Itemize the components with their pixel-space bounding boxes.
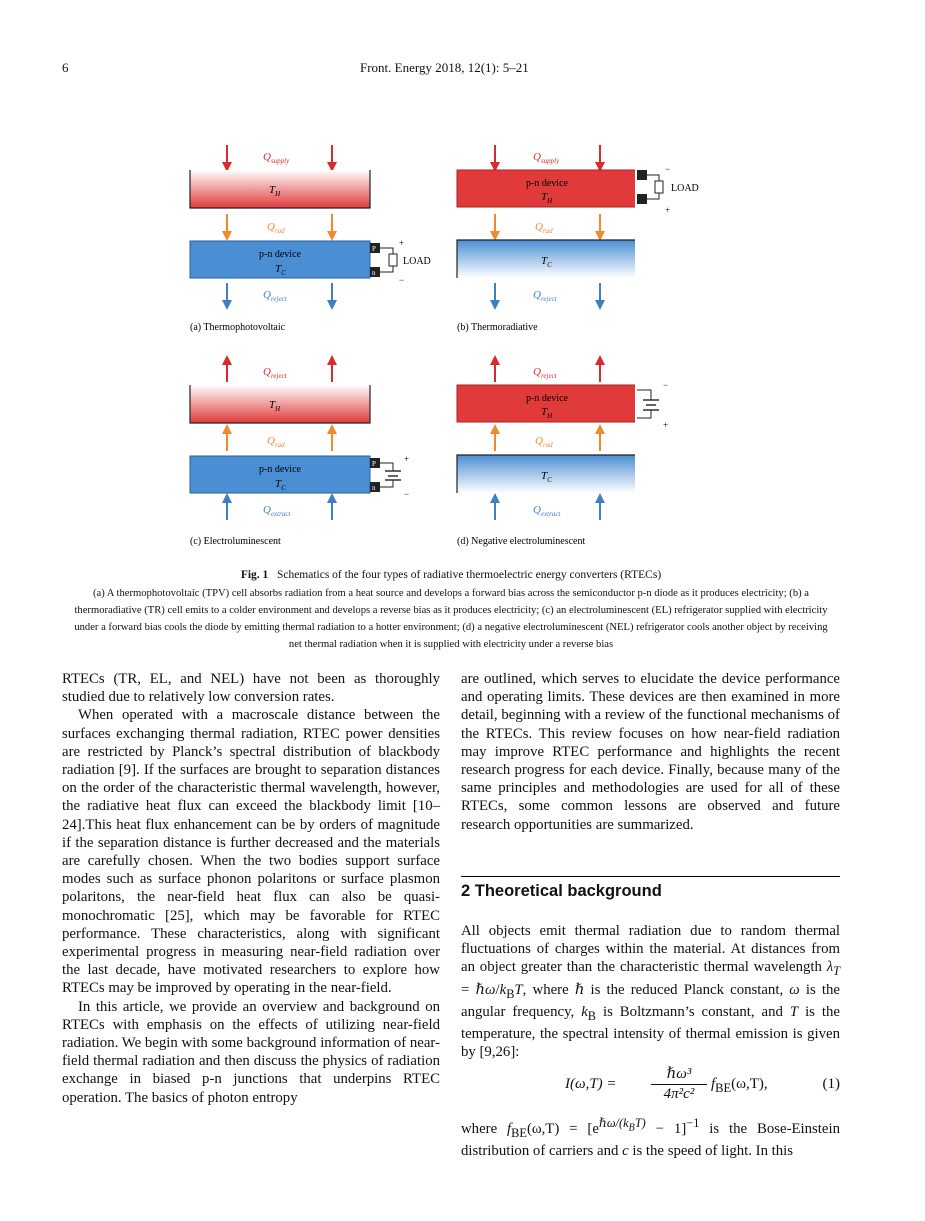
svg-text:P: P — [372, 460, 376, 468]
svg-text:Qreject: $Q_{reject}$ — [533, 366, 557, 380]
svg-text:TC: $T_C$ — [541, 470, 552, 484]
page-number: 6 — [62, 60, 69, 75]
svg-text:p-n device: p-n device — [526, 178, 568, 189]
svg-text:−: − — [404, 489, 410, 499]
svg-text:TC: $T_C$ — [275, 263, 286, 277]
svg-text:Qrad: $Q_{rad}$ — [535, 435, 553, 449]
svg-text:Qsupply: $Q_{supply}$ — [533, 151, 560, 165]
svg-text:TH: $T_H$ — [541, 406, 553, 420]
svg-text:Qextract: $Q_{extract}$ — [533, 504, 561, 518]
svg-text:−: − — [663, 380, 669, 390]
svg-text:Qextract: $Q_{extract}$ — [263, 504, 291, 518]
svg-text:TH: $T_H$ — [269, 399, 281, 413]
svg-text:p-n device: p-n device — [259, 249, 301, 260]
left-paragraph-1: RTECs (TR, EL, and NEL) have not been as thoroughly studied due to relatively low conversion rates. — [62, 671, 440, 706]
svg-text:TC: $T_C$ — [541, 255, 552, 269]
svg-text:(b) Thermoradiative: (b) Thermoradiative — [457, 322, 538, 333]
svg-text:+: + — [663, 420, 669, 430]
svg-text:TH: $T_H$ — [541, 191, 553, 205]
running-header: Front. Energy 2018, 12(1): 5–21 — [360, 60, 529, 75]
svg-text:Qrad: $Q_{rad}$ — [267, 435, 285, 449]
svg-text:Qrad: $Q_{rad}$ — [535, 221, 553, 235]
svg-text:p-n device: p-n device — [526, 393, 568, 404]
section-rule — [461, 876, 840, 877]
right-paragraph-3: where $f_{BE}(\omega,T) = [e^{\hbar\omega/(k_BT)} - 1]^{-1}$ is the Bose-Einstein distribution of carriers and c is the speed of light. In this — [461, 1116, 840, 1160]
equation-rhs: $f_{BE}(\omega,T)$, — [711, 1076, 768, 1095]
svg-text:Qsupply: $Q_{supply}$ — [263, 151, 290, 165]
svg-text:−: − — [399, 275, 405, 285]
svg-text:LOAD: LOAD — [671, 183, 699, 194]
svg-text:n: n — [372, 484, 376, 492]
equation-numerator: ℏω³ — [666, 1066, 692, 1082]
svg-text:+: + — [665, 205, 671, 215]
panel-b-load-circuit — [637, 160, 707, 220]
svg-text:LOAD: LOAD — [403, 256, 431, 267]
panel-d-battery-circuit — [637, 378, 687, 434]
figure-title: Schematics of the four types of radiative thermoelectric energy converters (RTECs) — [276, 569, 662, 581]
svg-text:Qreject: $Q_{reject}$ — [533, 289, 557, 303]
svg-text:Qreject: $Q_{reject}$ — [263, 366, 287, 380]
left-paragraph-3: In this article, we provide an overview and background on RTECs with emphasis on the effects of utilizing near-field radiation. We begin with some background information of near-field thermal radiation and then discuss the physics of radiation exchange in biased p-n junctions that underpins RTEC operation. The basics of photon entropy — [62, 998, 440, 1106]
equation-denominator: 4π²c² — [663, 1086, 695, 1102]
svg-text:p-n device: p-n device — [259, 464, 301, 475]
svg-text:(c) Electroluminescent: (c) Electroluminescent — [190, 536, 281, 547]
right-paragraph-2: All objects emit thermal radiation due to random thermal fluctuations of charges within the material. At distances from an object greater than the characteristic thermal wavelength $\lambda_T$ = $\hbar\omega/k_BT$, where ℏ is the reduced Planck constant, ω is the angular frequency, $k_B$ is Boltzmann’s constant, and T is the temperature, the spectral intensity of thermal emission is given by [9,26]: — [461, 923, 840, 1061]
svg-text:Qreject: $Q_{reject}$ — [263, 289, 287, 303]
left-paragraph-2: When operated with a macroscale distance between the surfaces exchanging thermal radiation, RTEC power densities are restricted by Planck’s spectral distribution of blackbody radiation [9]. If the surfaces are brought to separation distances on the order of the characteristic thermal wavelength, however, the radiative heat flux can exceed the blackbody limit [10–24].This heat flux enhancement can be by orders of magnitude if the separation distance is further decreased and the materials are carefully chosen. When the two bodies support surface modes such as surface phonon polaritons or surface plasmon polaritons, the near-field heat flux can also be quasi-monochromatic [25], which may be favorable for RTEC performance. These characteristics, along with significant experimental progress in measuring near-field radiation over the last decade, have motivated researchers to explore how RTECs may be improved by operating in the near-field. — [62, 707, 440, 997]
panel-a — [190, 145, 431, 333]
equation-lhs: I(ω,T) = — [565, 1076, 617, 1092]
svg-text:+: + — [399, 238, 405, 248]
panel-d — [457, 360, 635, 547]
svg-text:TH: $T_H$ — [269, 184, 281, 198]
figure-caption-body: (a) A thermophotovoltaic (TPV) cell absorbs radiation from a heat source and develops a forward bias across the semiconductor p-n diode as it produces electricity; (b) a thermoradiative (TR) cell emits to a colder environment and develops a reverse bias as it produces electricity; (c) an electroluminescent (EL) refrigerator supplied with electricity under a forward bias cools the diode by emitting thermal radiation to a hotter environment; (d) a negative electroluminescent (NEL) refrigerator cools another object by receiving net thermal radiation when it is supplied with electricity under a reverse bias — [74, 588, 828, 650]
equation-number: (1) — [822, 1076, 840, 1092]
svg-text:P: P — [372, 245, 376, 253]
svg-text:+: + — [404, 454, 410, 464]
figure-label: Fig. 1 — [240, 569, 269, 581]
section-heading: 2 Theoretical background — [461, 882, 662, 900]
fraction-bar — [651, 1084, 707, 1085]
equation-1 — [461, 1062, 840, 1110]
svg-text:TC: $T_C$ — [275, 478, 286, 492]
panel-b — [457, 145, 635, 333]
left-column — [62, 670, 440, 1107]
svg-text:(a) Thermophotovoltaic: (a) Thermophotovoltaic — [190, 322, 286, 333]
svg-text:(d) Negative electroluminescen: (d) Negative electroluminescent — [457, 536, 586, 547]
figure-caption-title — [62, 569, 840, 581]
right-column-top — [461, 670, 840, 834]
panel-c — [190, 360, 409, 547]
svg-text:Qrad: $Q_{rad}$ — [267, 221, 285, 235]
svg-text:−: − — [665, 164, 671, 174]
right-paragraph-1: are outlined, which serves to elucidate the device performance and operating limits. These devices are then examined in more detail, beginning with a review of the functional mechanisms of the RTECs. This review focuses on how near-field radiation may improve RTEC performance and highlights the recent research progress for each device. Finally, because many of the same principles and methodologies are used for all of these RTECs, some common lessons are observed and future research opportunities are summarized. — [461, 671, 840, 833]
svg-text:n: n — [372, 269, 376, 277]
figure-1 — [175, 140, 635, 560]
